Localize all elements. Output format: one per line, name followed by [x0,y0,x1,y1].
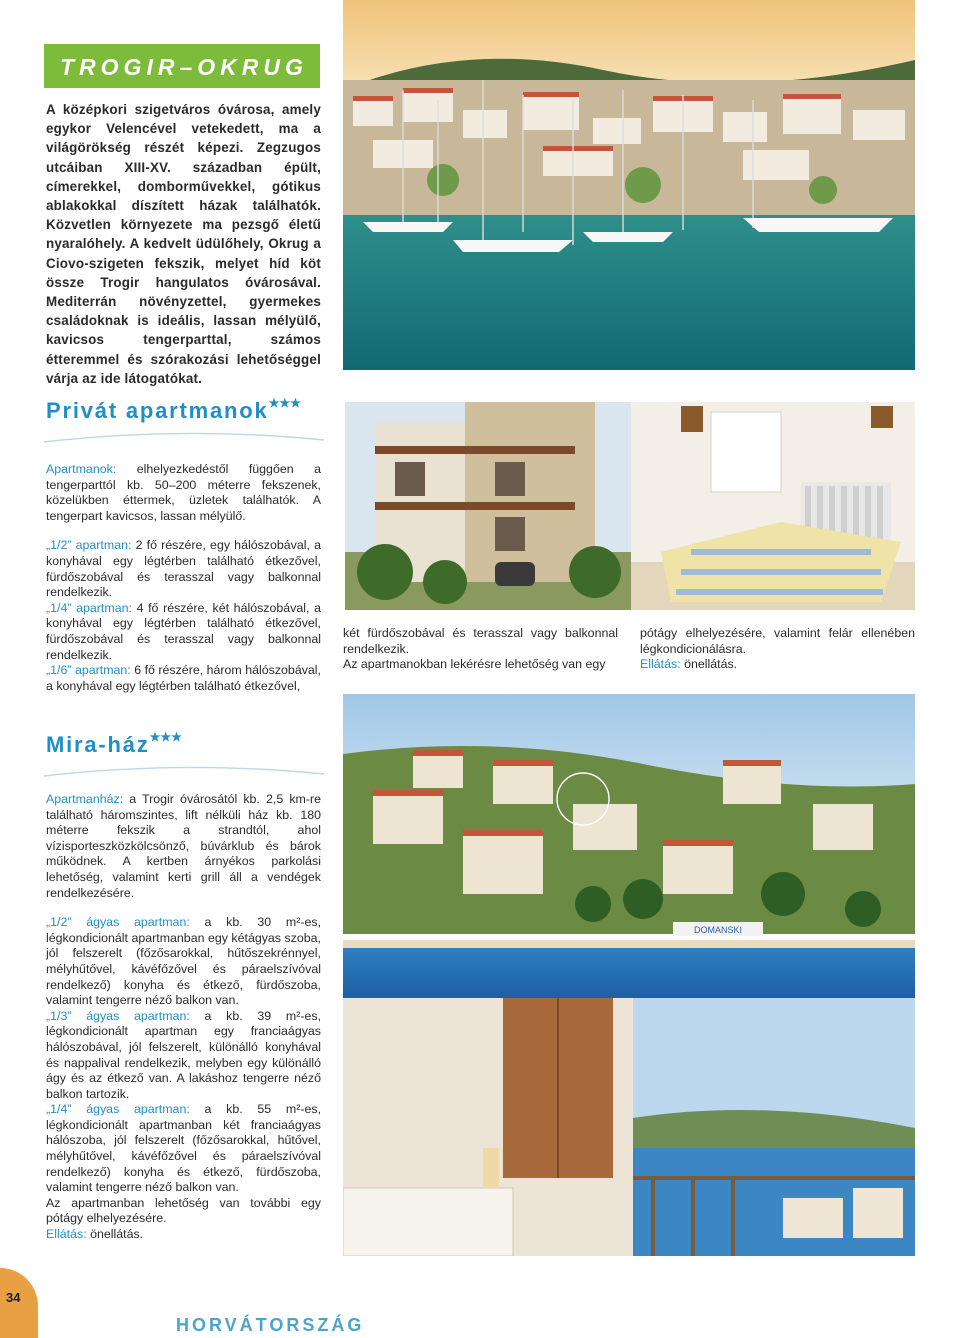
privat-swoosh [44,430,324,448]
beach-sign-text: DOMANSKI [693,925,743,935]
section-banner [44,44,320,88]
banner-title: TROGIR–OKRUG [60,54,308,80]
villa-photo [345,402,631,610]
mira-column: Apartmanház: a Trogir óvárosától kb. 2,5 km-re található háromszintes, lift nélküli ház kb. 180 méterre fekszik a strandtól, ahol vízisporteszközkölcsönző, búvárklub és bárok működnek. A kertben árnyékos parkolási lehetőség, valamint kerti grill áll a vendégek rendelkezésére. „1/2” ágyas apartman: a kb. 30 m²-es, légkondicionált apartmanban egy kétágyas szoba, jól felszerelt (főzősarokkal, hűtőszekrénnyel, mélyhűtővel, kávéfőzővel és páraelszívóval rendelkező) konyha és étkező, fürdőszoba, valamint tengerre néző balkon van. „1/3” ágyas apartman: a kb. 39 m²-es, légkondicionált apartman egy franciaágyas hálószobával, jól felszerelt, különálló konyhával és nappalival rendelkezik, melyben egy különálló ágy és az étkező van. A lakáshoz tengerre néző balkon tartozik. „1/4” ágyas apartman: a kb. 55 m²-es, légkondicionált apartmanban két franciaágyas hálószoba, jól felszerelt (főzősarokkal, hűtővel, mélyhűtővel, kávéfőzővel és páraelszívóval rendelkező) konyha és étkező, fürdőszoba, valamint tengerre néző balkon van. Az apartmanban lehetőség van további egy pótágy elhelyezésére. Ellátás: önellátás. [46,792,322,1242]
mira-stars: ★★★ [149,730,182,744]
privat-title: Privát apartmanok★★★ [46,396,301,423]
beach-photo [343,694,915,998]
mira-title: Mira-ház★★★ [46,730,182,757]
harbour-photo [343,0,915,370]
page-number: 34 [6,1290,21,1305]
intro-text: A középkori szigetváros óvárosa, amely egykor Velencével vetekedett, ma a világörökség részét képezi. Zegzugos utcáiban XIII-XV. században épült, címerekkel, domborművekkel, gótikus ablakokkal díszített házak találhatók. Közvetlen környezete ma pezsgő életű nyaralóhely. A kedvelt üdülőhely, Okrug a Ciovo-szigeten fekszik, melyet híd köt össze Trogir hangulatos óvárosával. Mediterrán növényzettel, gyermekes családoknak is ideális, lassan mélyülő, kavicsos tengerparttal, számos étteremmel és szórakozási lehetőséggel várja az ide látogatókat. [46,102,321,386]
privat-column-1: Apartmanok: elhelyezkedéstől függően a tengerparttól kb. 50–200 méterre fekszenek, közelükben éttermek, üzletek találhatók. A tengerpart kavicsos, lassan mélyülő. „1/2” apartman: 2 fő részére, egy hálószobával, a konyhával egy légtérben található étkezővel, fürdőszobával és terasszal vagy balkonnal rendelkezik. „1/4” apartman: 4 fő részére, két hálószobával, a konyhával egy légtérben található étkezővel, fürdőszobával és terasszal vagy balkonnal rendelkezik. „1/6” apartman: 6 fő részére, három hálószobával, a konyhával egy légtérben található étkezővel, [46,462,322,693]
bedroom-photo [631,402,915,610]
mira-swoosh [44,764,324,782]
privat-stars: ★★★ [268,396,301,410]
privat-column-3: pótágy elhelyezésére, valamint felár ellenében légkondicionálásra. Ellátás: önellátás. [640,626,915,672]
footer-country: HORVÁTORSZÁG [176,1315,365,1335]
balcony-photo [343,998,915,1256]
privat-column-2: két fürdőszobával és terasszal vagy balkonnal rendelkezik. Az apartmanokban lekérésre lehetőség van egy [343,626,618,672]
